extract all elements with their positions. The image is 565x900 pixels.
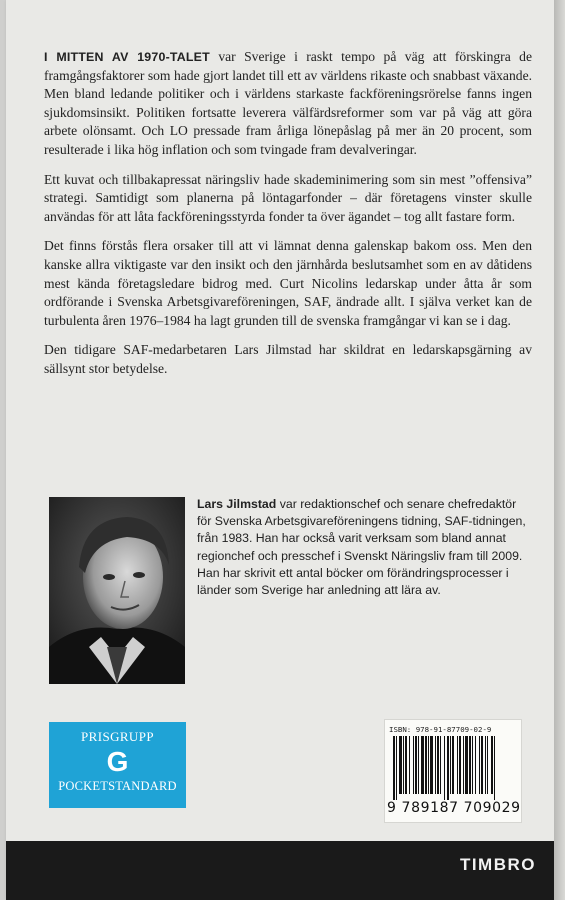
blurb-paragraph-1-text: var Sverige i raskt tempo på väg att förskingra de framgångsfaktorer som hade gjort landet till ett av världens rikaste och snabbast växande. Men bland ledande politiker och i världens starkaste fackföreningsrörelse fanns ingen sjukdomsinsikt. Politiken fortsatte leverera välfärdsreformer som var på väg att göra arbete olönsamt. Och LO pressade fram årliga lönepåslag på mer än 20 procent, som resulterade i lika hög inflation och som tvingade fram devalveringar. xyxy=(44,49,532,157)
blurb-paragraph-1 xyxy=(44,48,532,160)
book-back-cover xyxy=(6,0,554,900)
blurb-paragraph-3: Det finns förstås flera orsaker till att vi lämnat denna galenskap bakom oss. Men den kanske allra viktigaste var den insikt och den järnhårda beslutsamhet som en av dåtidens mest kända företagsledare bidrog med. Curt Nicolins ledarskap under åtta år som ordförande i Svenska Arbetsgivareföreningen, SAF, ändrade allt. I själva verket kan de turbulenta åren 1976–1984 ha lagt grunden till de svenska framgångar vi kan se i dag. xyxy=(44,238,532,328)
author-photo xyxy=(49,497,185,684)
spine-edge xyxy=(554,0,565,900)
author-bio xyxy=(197,496,527,599)
price-group-badge xyxy=(49,722,186,808)
author-bio-text: var redaktionschef och senare chefredaktör för Svenska Arbetsgivareföreningens tidning, SAF-tidningen, från 1983. Han har också varit verksam som bland annat regionchef och presschef i Svenskt Näringsliv fram till 2009. Han har skrivit ett antal böcker om förändringsprocesser i länder som Sverige har anledning att lära av. xyxy=(197,497,526,598)
barcode-icon xyxy=(389,736,515,800)
publisher-logo: TIMBRO xyxy=(459,855,536,874)
author-name: Lars Jilmstad xyxy=(197,497,277,511)
barcode-label xyxy=(384,719,522,823)
blurb xyxy=(44,48,532,390)
price-group-label: PRISGRUPP xyxy=(81,729,154,744)
blurb-paragraph-2: Ett kuvat och tillbakapressat näringsliv hade skademinimering som sin mest ”offensiva” strategi. Samtidigt som planerna på löntagarfonder – där företagens vinster skulle användas för att låta fackföreningsstyrda fonder ta över ägandet – tog allt fastare form. xyxy=(44,171,532,224)
price-group-letter: G xyxy=(106,746,129,777)
blurb-lead: I MITTEN AV 1970-TALET xyxy=(44,50,210,64)
footer-band xyxy=(6,841,554,900)
blurb-paragraph-4: Den tidigare SAF-medarbetaren Lars Jilmstad har skildrat en ledarskapsgärning av sällsynt stor betydelse. xyxy=(44,342,532,376)
isbn-text: ISBN: 978-91-87709-02-9 xyxy=(389,725,492,734)
price-group-format: POCKETSTANDARD xyxy=(58,779,177,793)
ean-number: 9 789187 709029 xyxy=(387,800,521,816)
